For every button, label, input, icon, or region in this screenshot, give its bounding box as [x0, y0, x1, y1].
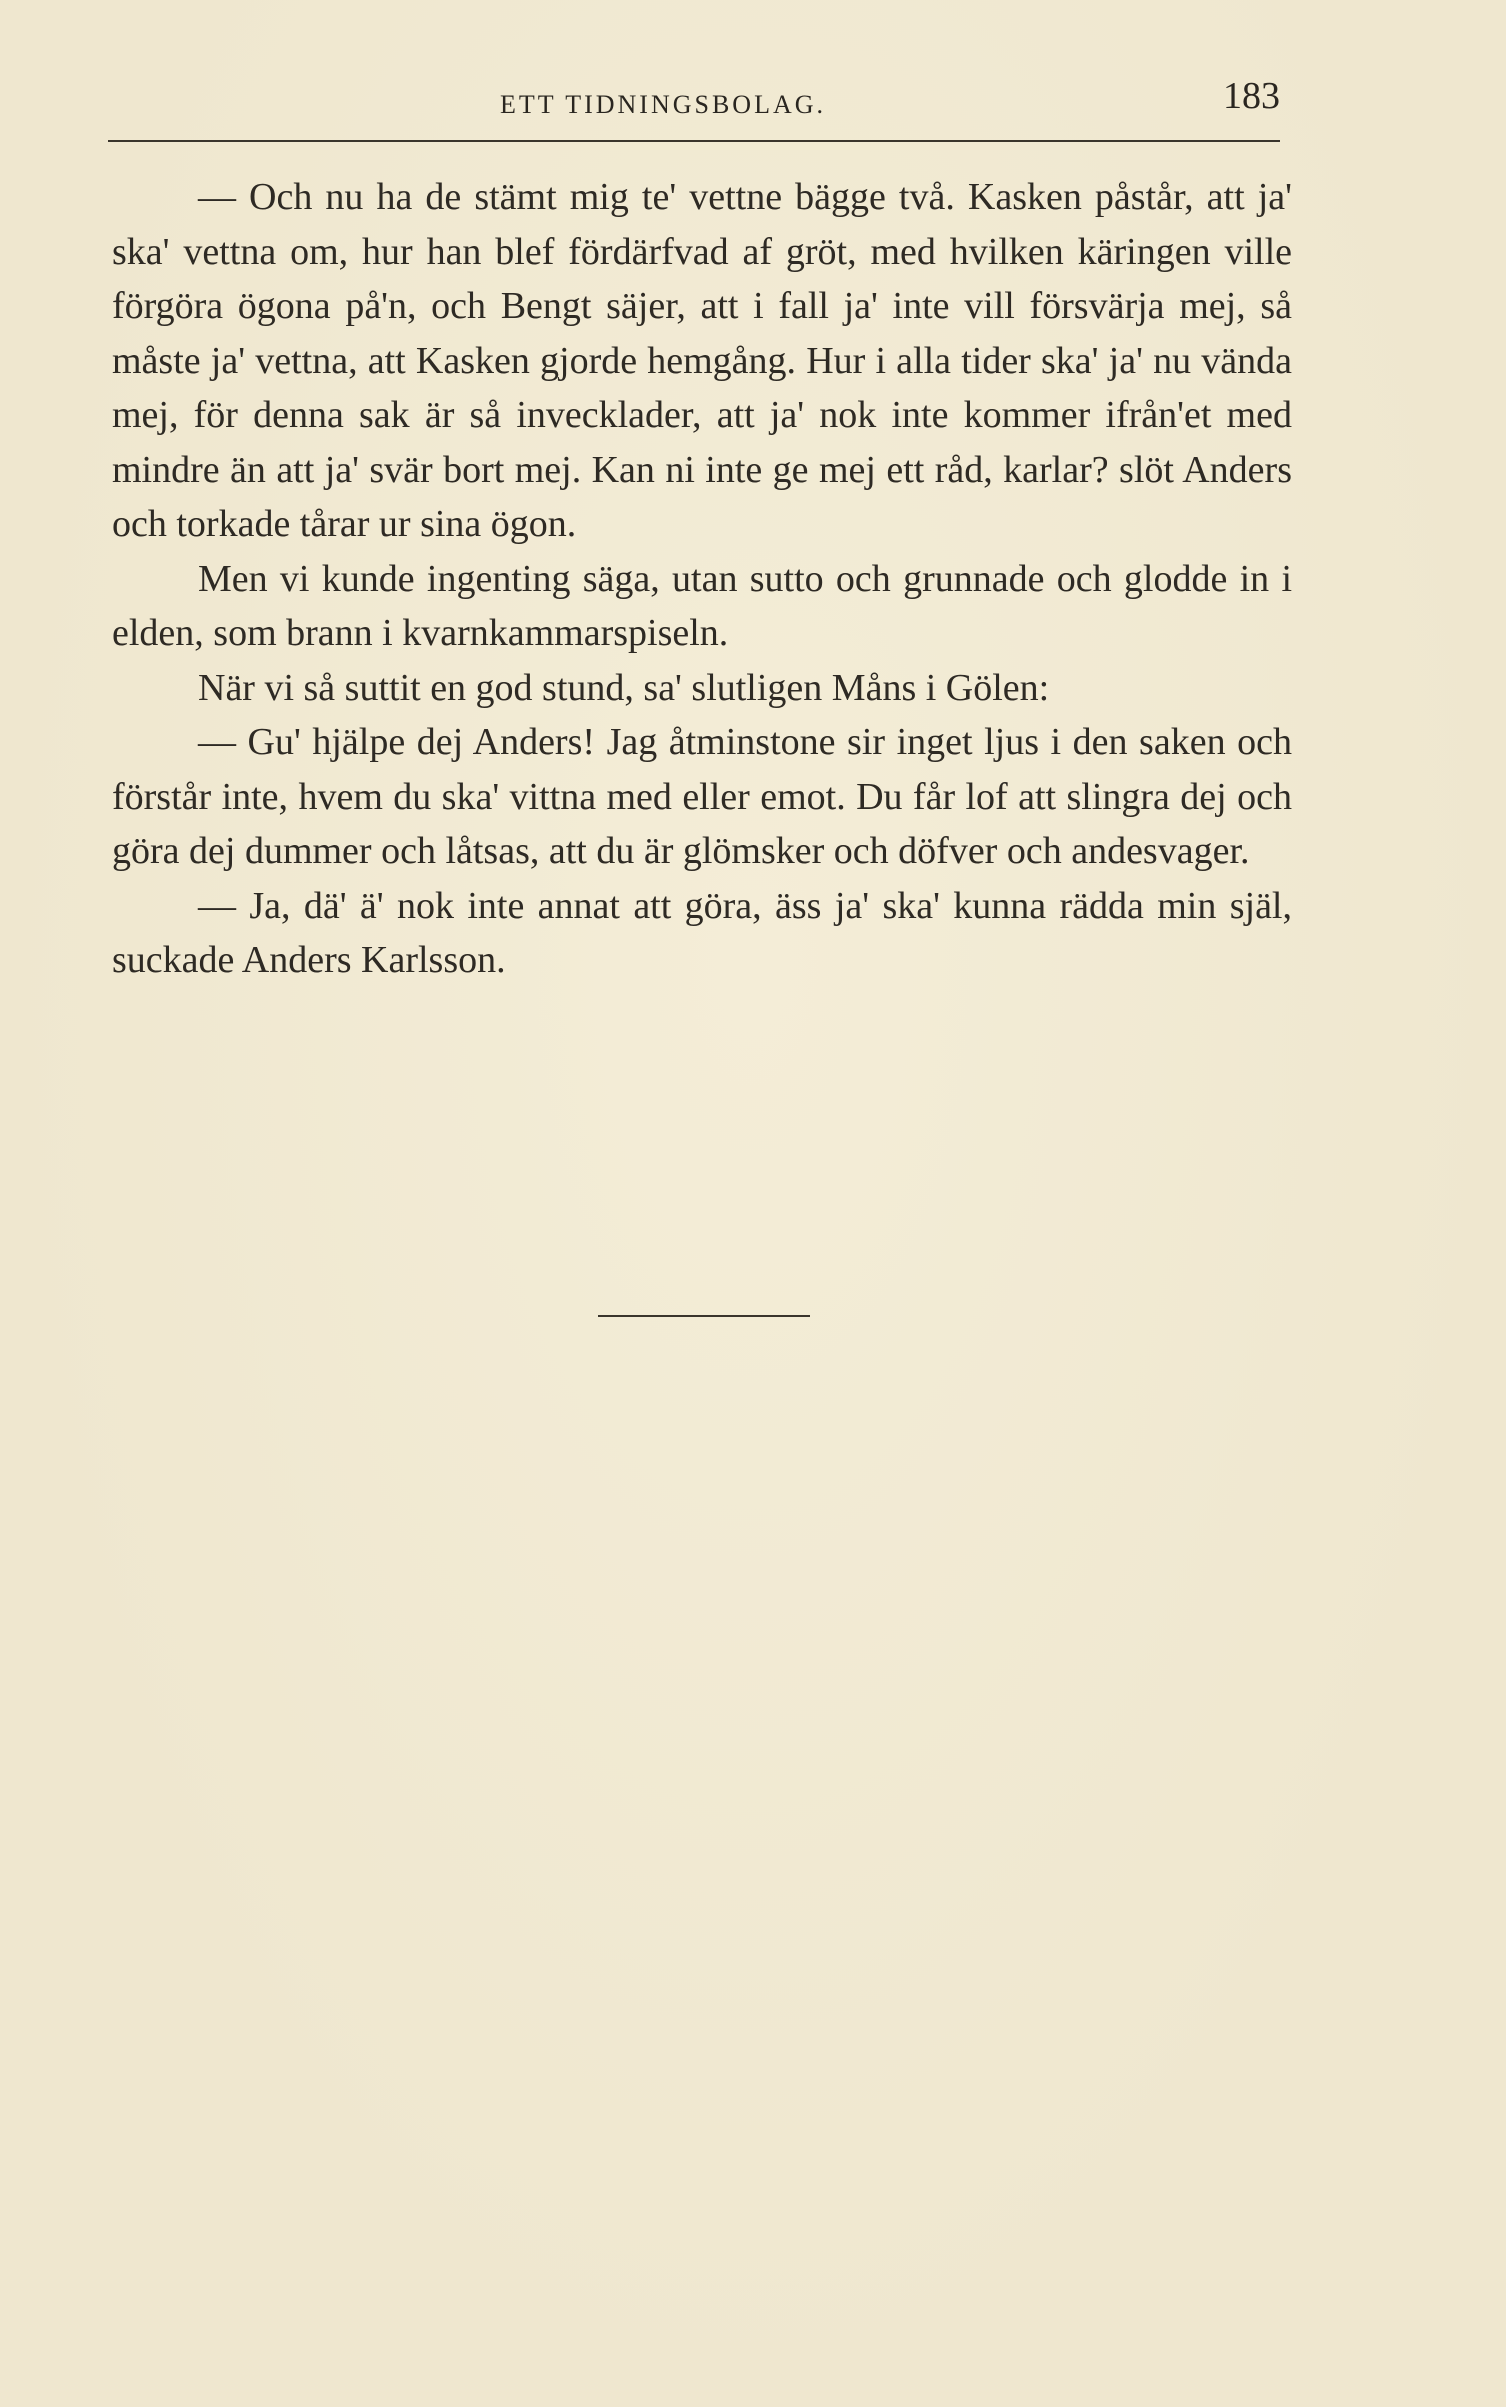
paragraph: — Och nu ha de stämt mig te' vettne bägge två. Kasken påstår, att ja' ska' vettna om, hur han blef fördärfvad af gröt, med hvilken käringen ville förgöra ögona på'n, och Bengt säjer, att i fall ja' inte vill försvärja mej, så måste ja' vettna, att Kasken gjorde hemgång. Hur i alla tider ska' ja' nu vända mej, för denna sak är så invecklader, att ja' nok inte kommer ifrån'et med mindre än att ja' svär bort mej. Kan ni inte ge mej ett råd, karlar? slöt Anders och torkade tårar ur sina ögon.: [112, 176, 1292, 545]
paragraph: Men vi kunde ingenting säga, utan sutto och grunnade och glodde in i elden, som brann i kvarnkammarspiseln.: [112, 557, 1292, 654]
paragraph: När vi så suttit en god stund, sa' slutligen Måns i Gölen:: [198, 666, 1050, 709]
body-text: [112, 170, 1292, 988]
header-rule: [108, 140, 1280, 142]
section-end-rule: [598, 1315, 810, 1317]
paragraph: — Gu' hjälpe dej Anders! Jag åtminstone sir inget ljus i den saken och förstår inte, hvem du ska' vittna med eller emot. Du får lof att slingra dej och göra dej dummer och låtsas, att du är glömsker och döfver och andesvager.: [112, 721, 1292, 872]
page-header: [108, 72, 1280, 132]
page-number: 183: [1223, 75, 1280, 117]
running-title: ETT TIDNINGSBOLAG.: [500, 90, 827, 119]
paragraph: — Ja, dä' ä' nok inte annat att göra, äss ja' ska' kunna rädda min själ, suckade Anders Karlsson.: [112, 884, 1292, 981]
